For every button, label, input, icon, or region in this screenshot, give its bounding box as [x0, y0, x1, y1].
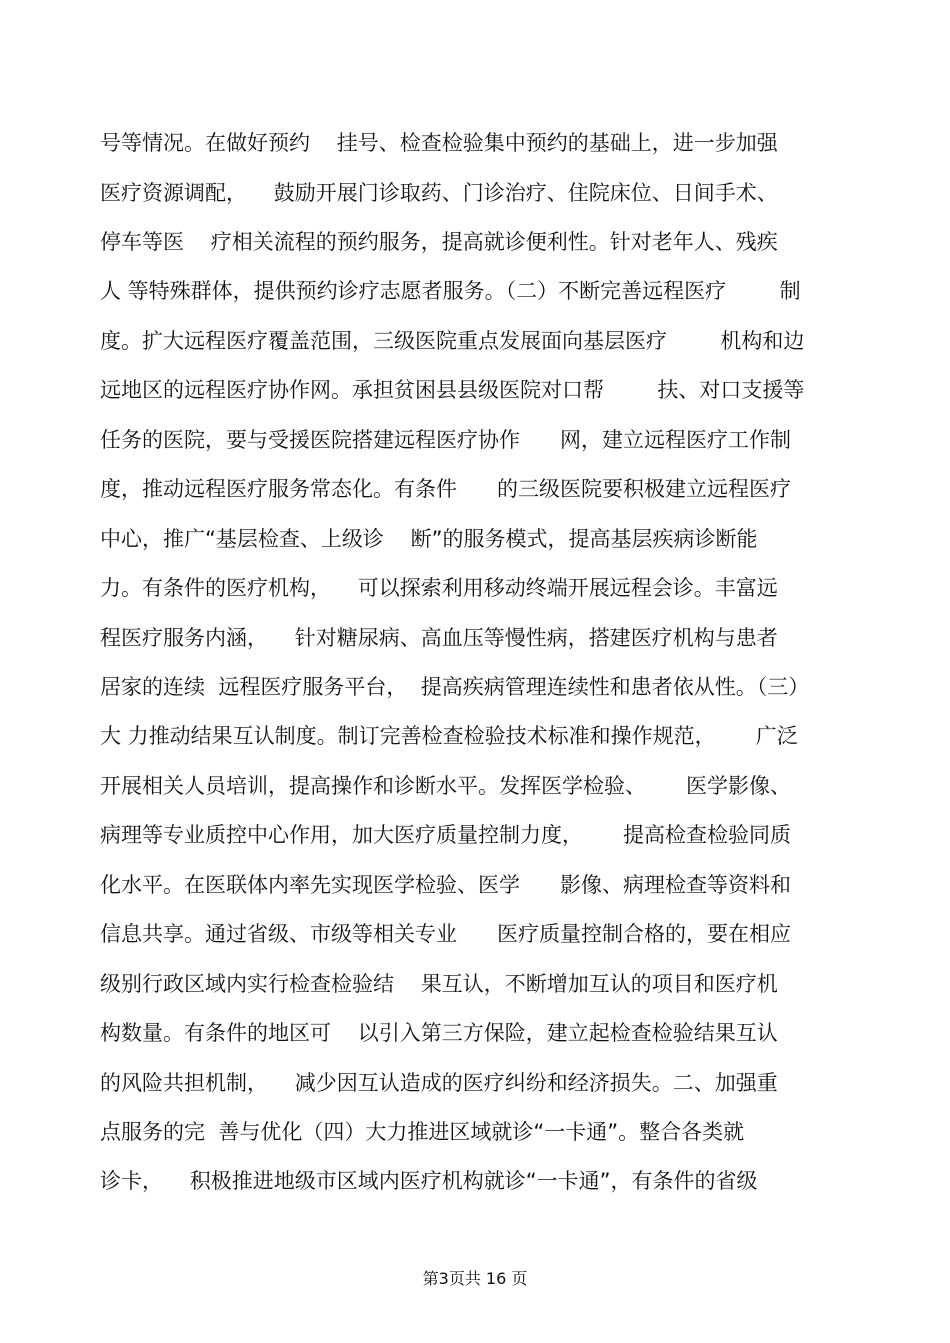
text-line: 力。有条件的医疗机构， 可以探索利用移动终端开展远程会诊。丰富远	[100, 576, 778, 600]
text-line: 点服务的完 善与优化（四）大力推进区域就诊“一卡通”。整合各类就	[100, 1120, 745, 1144]
text-line: 远地区的远程医疗协作网。承担贫困县县级医院对口帮 扶、对口支援等	[100, 378, 805, 402]
text-line: 的风险共担机制， 减少因互认造成的医疗纠纷和经济损失。二、加强重	[100, 1071, 778, 1095]
text-line: 构数量。有条件的地区可 以引入第三方保险，建立起检查检验结果互认	[100, 1021, 778, 1045]
text-line: 级别行政区域内实行检查检验结 果互认，不断增加互认的项目和医疗机	[100, 972, 778, 996]
text-line: 人 等特殊群体，提供预约诊疗志愿者服务。（二）不断完善远程医疗 制	[100, 279, 801, 303]
text-line: 中心，推广“基层检查、上级诊 断”的服务模式，提高基层疾病诊断能	[100, 527, 758, 551]
text-line: 大 力推动结果互认制度。制订完善检查检验技术标准和操作规范， 广泛	[100, 724, 798, 748]
text-line: 任务的医院，要与受援医院搭建远程医疗协作 网，建立远程医疗工作制	[100, 428, 792, 452]
page-number-footer: 第3页共 16 页	[422, 1269, 528, 1288]
text-line: 诊卡， 积极推进地级市区域内医疗机构就诊“一卡通”，有条件的省级	[100, 1169, 758, 1193]
text-line: 度，推动远程医疗服务常态化。有条件 的三级医院要积极建立远程医疗	[100, 477, 792, 501]
text-line: 度。扩大远程医疗覆盖范围，三级医院重点发展面向基层医疗 机构和边	[100, 329, 805, 353]
text-line: 病理等专业质控中心作用，加大医疗质量控制力度， 提高检查检验同质	[100, 823, 792, 847]
text-line: 号等情况。在做好预约 挂号、检查检验集中预约的基础上，进一步加强	[100, 131, 778, 155]
text-line: 居家的连续 远程医疗服务平台， 提高疾病管理连续性和患者依从性。（三）	[100, 675, 810, 699]
text-line: 程医疗服务内涵， 针对糖尿病、高血压等慢性病，搭建医疗机构与患者	[100, 626, 778, 650]
text-line: 信息共享。通过省级、市级等相关专业 医疗质量控制合格的，要在相应	[100, 922, 792, 946]
text-line: 医疗资源调配， 鼓励开展门诊取药、门诊治疗、住院床位、日间手术、	[100, 181, 778, 205]
text-line: 停车等医 疗相关流程的预约服务，提高就诊便利性。针对老年人、残疾	[100, 230, 778, 254]
text-line: 开展相关人员培训，提高操作和诊断水平。发挥医学检验、 医学影像、	[100, 774, 792, 798]
text-line: 化水平。在医联体内率先实现医学检验、医学 影像、病理检查等资料和	[100, 873, 792, 897]
